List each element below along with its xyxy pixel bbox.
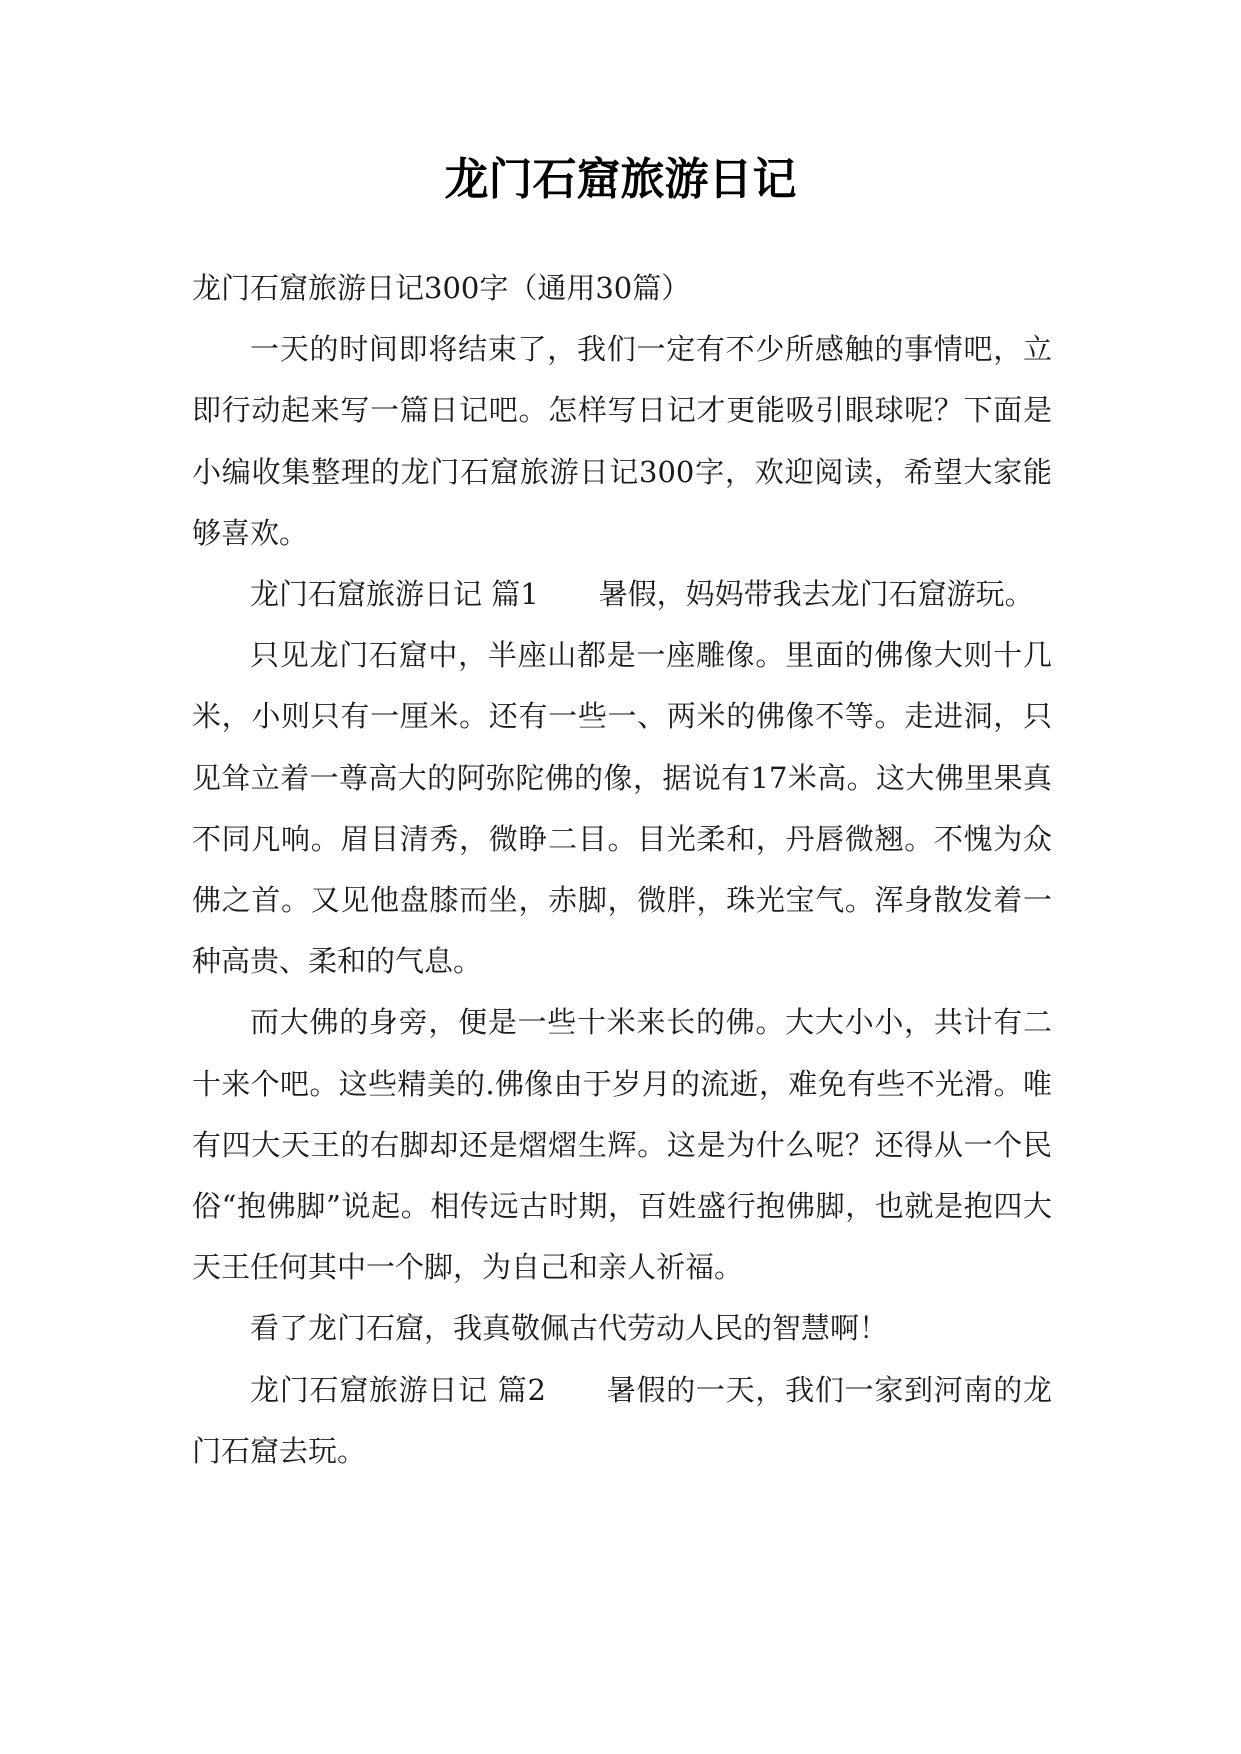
intro-paragraph: 一天的时间即将结束了，我们一定有不少所感触的事情吧，立即行动起来写一篇日记吧。怎样写日记才更能吸引眼球呢？下面是小编收集整理的龙门石窟旅游日记300字，欢迎阅读，希望大家能够喜欢。 [192,332,1052,550]
article-1-opening [192,564,1052,625]
article-1-heading: 龙门石窟旅游日记 篇1 [250,577,539,612]
article-2-heading: 龙门石窟旅游日记 篇2 [250,1372,546,1407]
article-1-paragraph-1: 只见龙门石窟中，半座山都是一座雕像。里面的佛像大则十几米，小则只有一厘米。还有一些一、两米的佛像不等。走进洞，只见耸立着一尊高大的阿弥陀佛的像，据说有17米高。这大佛里果真不同凡响。眉目清秀，微睁二目。目光柔和，丹唇微翘。不愧为众佛之首。又见他盘膝而坐，赤脚，微胖，珠光宝气。浑身散发着一种高贵、柔和的气息。 [192,638,1052,979]
article-1-lead: 暑假，妈妈带我去龙门石窟游玩。 [598,577,1034,612]
article-1-paragraph-3: 看了龙门石窟，我真敬佩古代劳动人民的智慧啊！ [250,1311,889,1346]
article-2-opening [192,1360,1052,1482]
article-1-paragraph-2: 而大佛的身旁，便是一些十米来长的佛。大大小小，共计有二十来个吧。这些精美的.佛像由于岁月的流逝，难免有些不光滑。唯有四大天王的右脚却还是熠熠生辉。这是为什么呢？还得从一个民俗“抱佛脚”说起。相传远古时期，百姓盛行抱佛脚，也就是抱四大天王任何其中一个脚，为自己和亲人祈福。 [192,1005,1052,1285]
document-subtitle: 龙门石窟旅游日记300字（通用30篇） [192,271,691,305]
document-title: 龙门石窟旅游日记 [444,154,797,205]
document-body [192,258,1052,1482]
article-2-lead: 暑假的一天，我们一家到河南的龙门石窟去玩。 [192,1372,1052,1468]
